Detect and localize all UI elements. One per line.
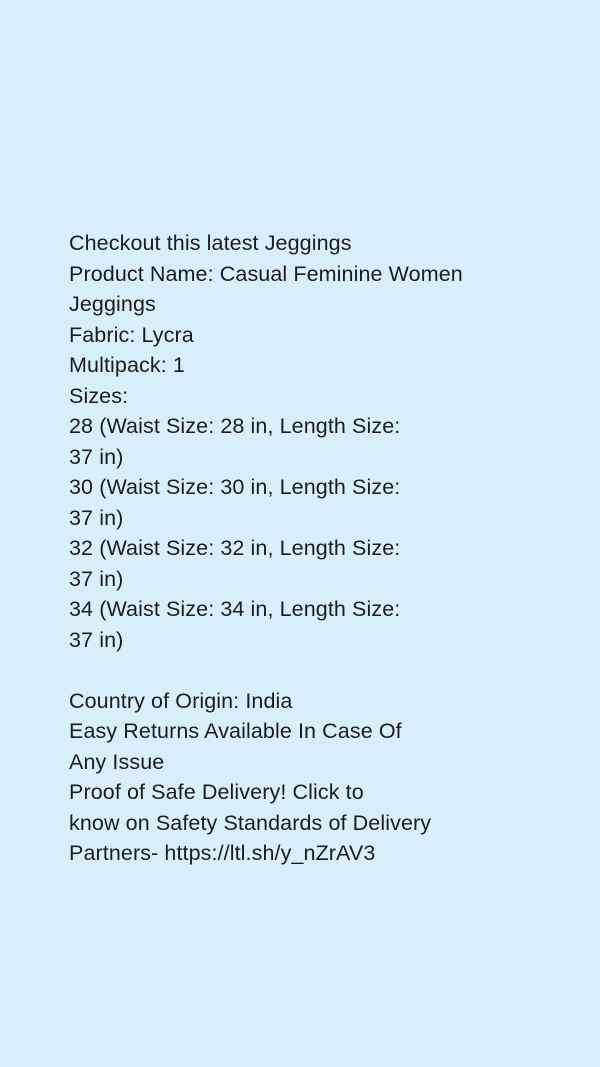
text-line-country-of-origin: Country of Origin: India: [69, 688, 293, 713]
product-description-block: [69, 228, 539, 869]
text-line-fabric: Fabric: Lycra: [69, 322, 194, 347]
text-line-size-30: 30 (Waist Size: 30 in, Length Size:: [69, 475, 401, 499]
text-line-partners-link: Partners- https://ltl.sh/y_nZrAV3: [69, 841, 376, 865]
text-line-size-28: 28 (Waist Size: 28 in, Length Size:: [69, 414, 401, 438]
text-line-size-32-cont: 37 in): [69, 566, 124, 591]
text-line-size-30-cont: 37 in): [69, 505, 124, 530]
text-line-size-28-cont: 37 in): [69, 444, 124, 469]
text-line-safe-delivery-cont: know on Safety Standards of Delivery: [69, 810, 432, 835]
text-line-size-34-cont: 37 in): [69, 627, 124, 652]
text-line-returns: Easy Returns Available In Case Of: [69, 719, 402, 743]
text-line-size-32: 32 (Waist Size: 32 in, Length Size:: [69, 536, 401, 560]
text-line-returns-cont: Any Issue: [69, 749, 165, 774]
text-line-product-name: Product Name: Casual Feminine Women: [69, 261, 463, 286]
text-line-size-34: 34 (Waist Size: 34 in, Length Size:: [69, 597, 401, 621]
text-line-headline: Checkout this latest Jeggings: [69, 231, 352, 255]
text-line-spacer: [69, 655, 539, 686]
text-line-multipack: Multipack: 1: [69, 353, 185, 377]
text-line-product-name-cont: Jeggings: [69, 292, 156, 316]
text-line-sizes-label: Sizes:: [69, 383, 129, 408]
text-line-safe-delivery: Proof of Safe Delivery! Click to: [69, 780, 364, 804]
